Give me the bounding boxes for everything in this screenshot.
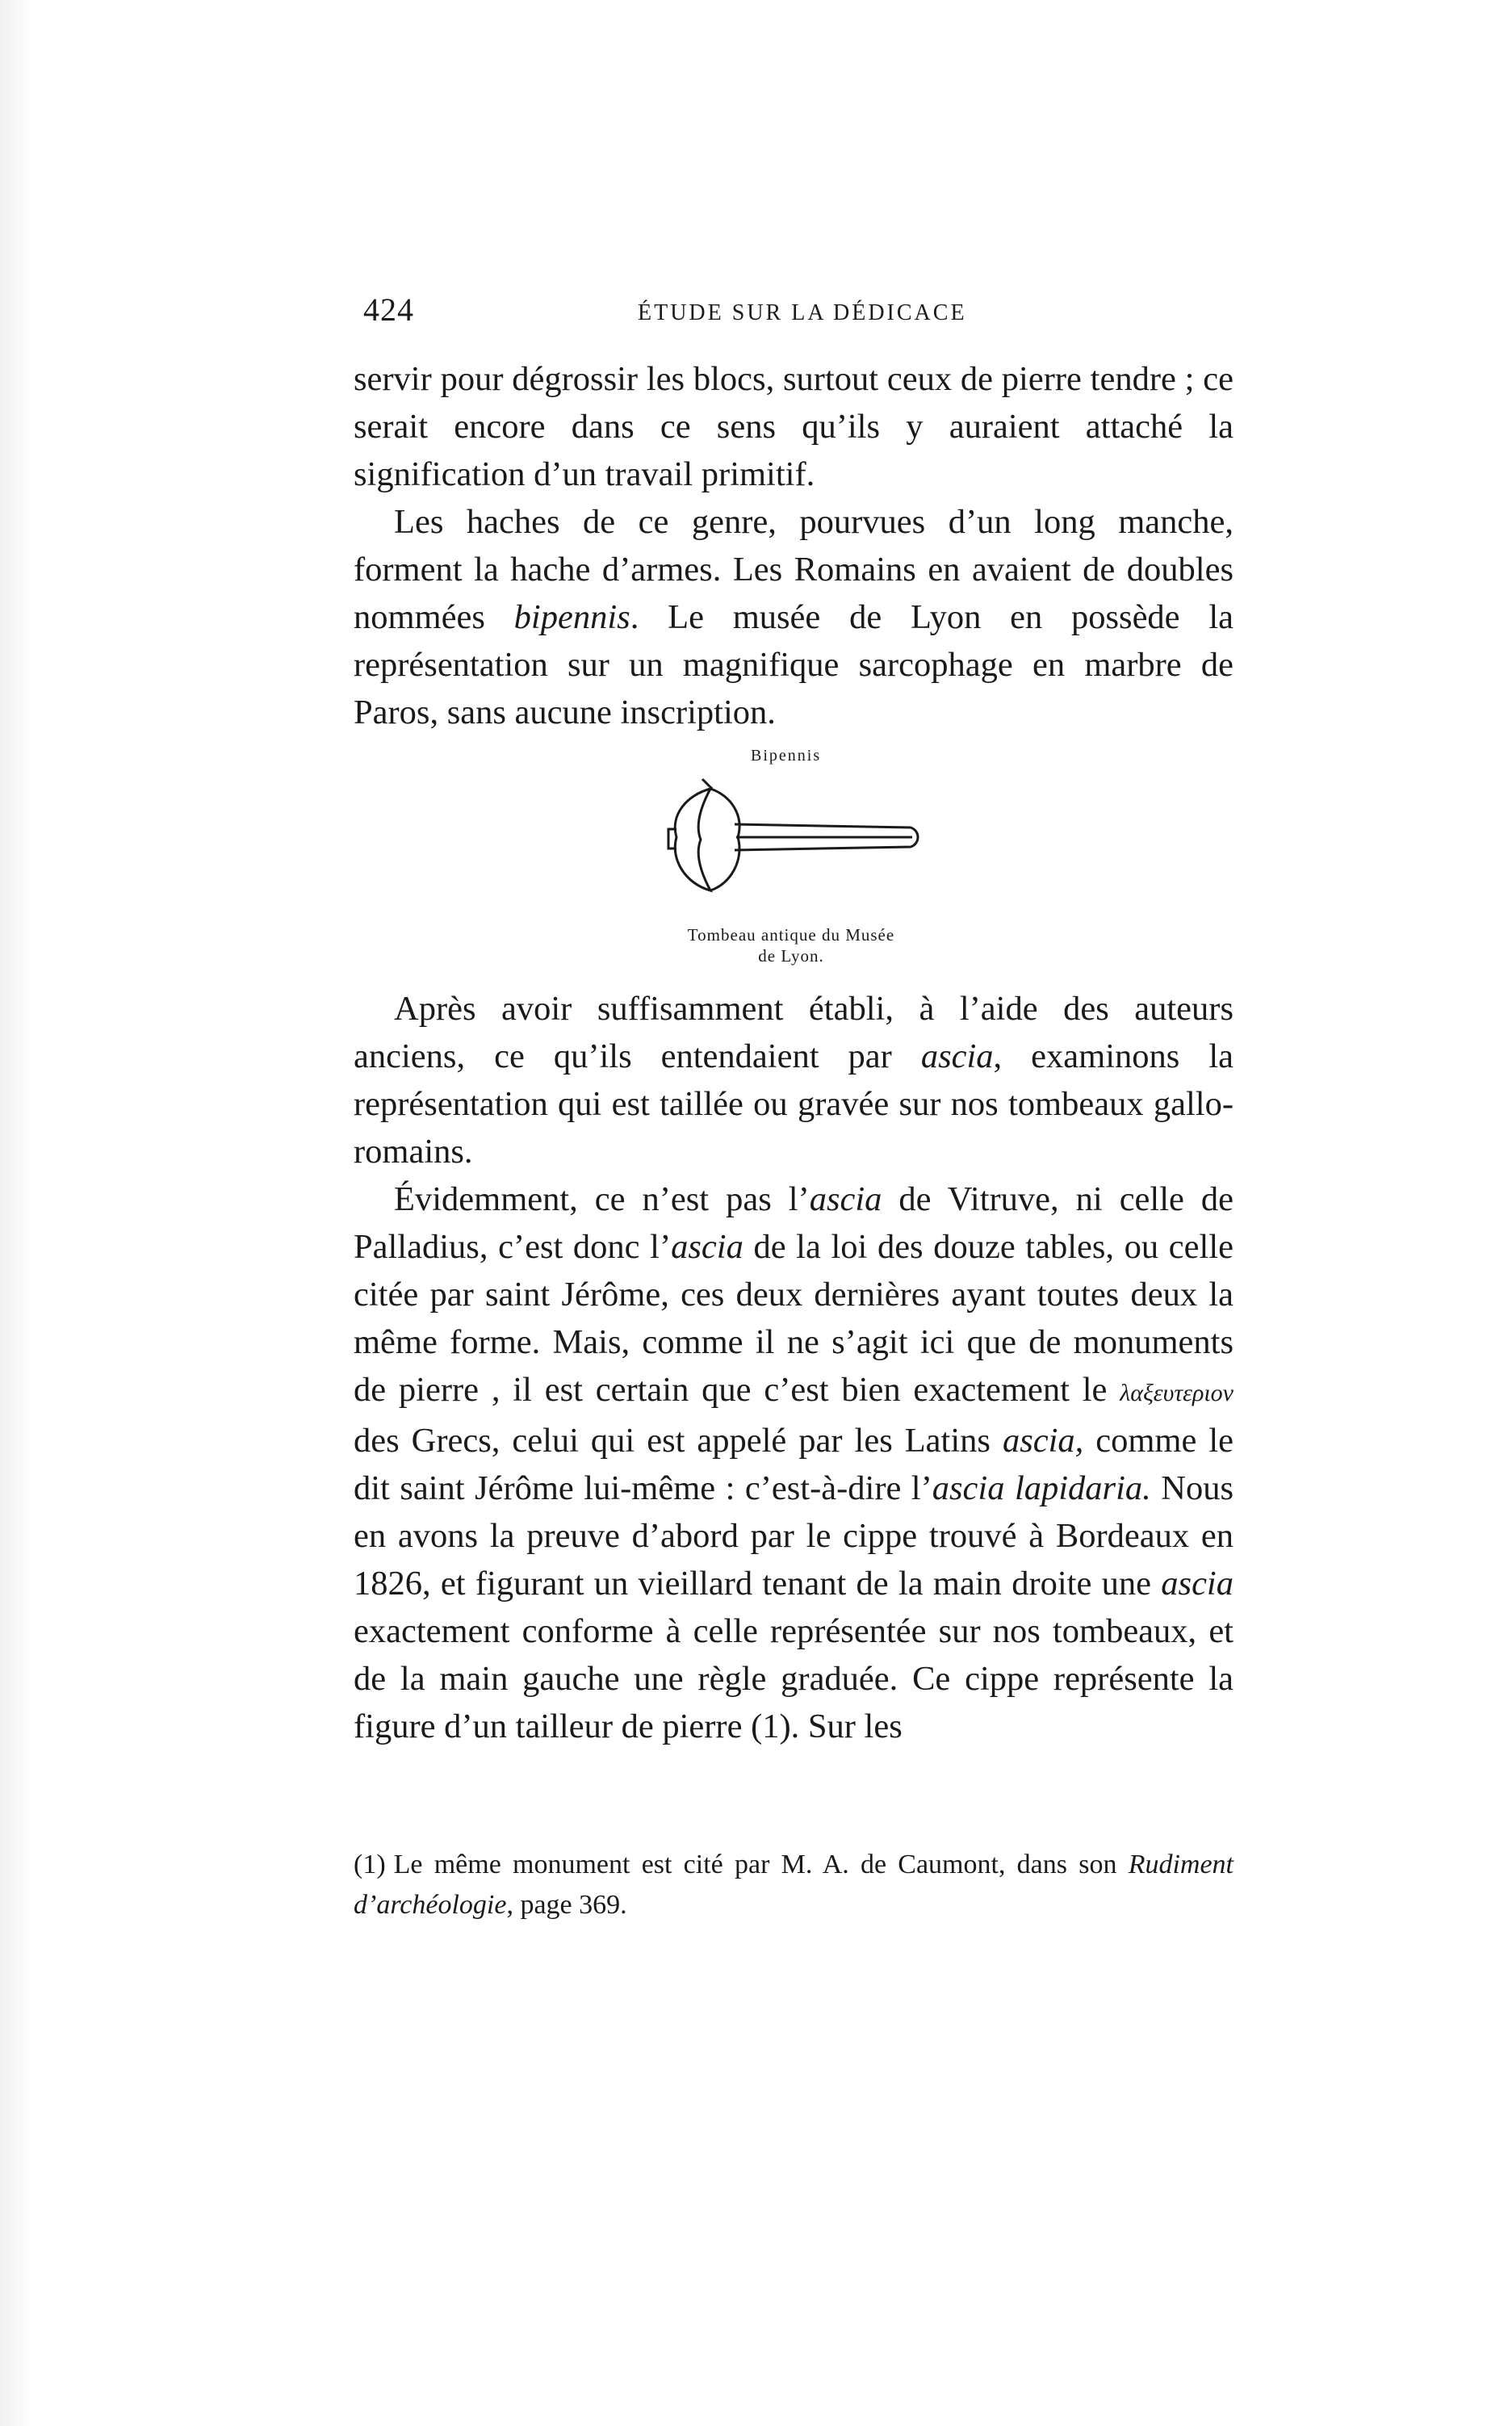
footnote-text: , page 369. [506,1890,627,1920]
paragraph-text: comme le dit saint Jérôme lui-même : c’est-à-dire l’ [354,1422,1234,1507]
caption-line: de Lyon. [758,946,824,966]
running-head [363,291,1235,339]
scan-edge-shadow [0,0,32,2426]
footnote-book-title: Rudiment d’archéologie [354,1850,1233,1920]
figure-label: Bipennis [751,747,822,765]
paragraph-text: Évidemment, ce n’est pas l’ [394,1180,810,1218]
paragraph-text: de la loi des douze tables, ou celle citée par saint Jérôme, ces deux dernières ayant toutes deux la même forme. Mais, comme il ne s’agit ici que de monuments de pierre , il est certain que c’est bien exactement le [354,1228,1233,1409]
term-ascia-lapidaria: ascia lapidaria. [932,1469,1151,1507]
paragraph-text: Après avoir suffisamment établi, à l’aide des auteurs anciens, ce qu’ils entendaient par [354,990,1233,1075]
paragraph-text: Les haches de ce genre, pourvues d’un long manche, forment la hache d’armes. Les Romains en avaient de doubles nommées [354,503,1233,636]
paragraph-continued [354,355,1233,498]
paragraph-apres [354,985,1233,1175]
term-ascia: ascia [1161,1565,1233,1603]
figure-bipennis [630,747,953,977]
term-ascia: ascia [809,1180,882,1218]
term-ascia: ascia [671,1228,743,1266]
footnote-text: Le même monument est cité par M. A. de Caumont, dans son [393,1850,1129,1879]
term-ascia: ascia, [1002,1422,1084,1460]
figure-caption [630,924,953,966]
page-number: 424 [363,291,414,328]
paragraph-text: exactement conforme à celle représentée sur nos tombeaux, et de la main gauche une règle graduée. Ce cippe représente la figure d’un tailleur de pierre (1). Sur les [354,1612,1233,1745]
paragraph-text: servir pour dégrossir les blocs, surtout ceux de pierre tendre ; ce serait encore dans ce sens qu’ils y auraient attaché la signification d’un travail primitif. [354,360,1233,493]
paragraph-text: des Grecs, celui qui est appelé par les Latins [354,1422,1003,1460]
paragraph-evidemment [354,1175,1233,1750]
term-bipennis: bipennis [513,598,630,636]
paragraph-haches [354,498,1233,736]
paragraph-text: Nous en avons la preuve d’abord par le cippe trouvé à Bordeaux en 1826, et figurant un vieillard tenant de la main droite une [354,1469,1233,1603]
paragraph-text: , examinons la représentation qui est taillée ou gravée sur nos tombeaux gallo-romains. [354,1037,1233,1171]
greek-term: λαξευτεριον [1120,1380,1233,1406]
running-title: ÉTUDE SUR LA DÉDICACE [638,300,967,325]
footnote-mark: (1) [354,1850,386,1879]
text-block-main [354,985,1233,1750]
caption-line: Tombeau antique du Musée [687,925,895,945]
paragraph-text: . Le musée de Lyon en possède la représentation sur un magnifique sarcophage en marbre de Paros, sans aucune inscription. [354,598,1234,731]
double-axe-icon [654,771,928,916]
paragraph-text: de Vitruve, ni celle de Palladius, c’est donc l’ [354,1180,1234,1266]
term-ascia: ascia [920,1037,994,1075]
text-block-top [354,355,1233,736]
footnote [354,1845,1233,1925]
